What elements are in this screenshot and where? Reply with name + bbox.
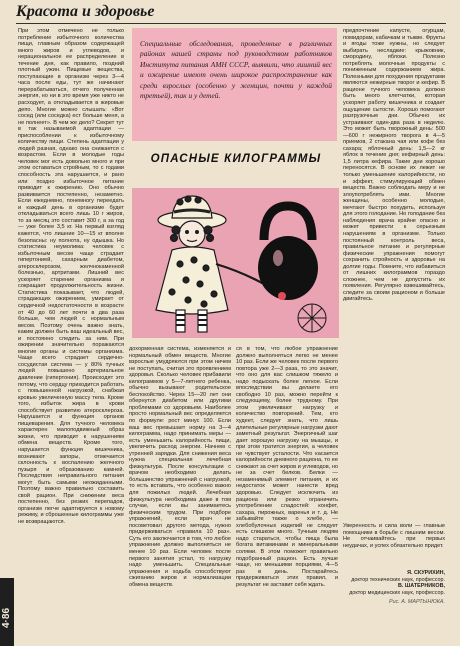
issue-code: 4·86 — [1, 607, 12, 628]
issue-tab — [0, 578, 14, 646]
article-column-2: дохорменная система, изменяется и нормальный обмен веществ. Многие взрослые умудряются при этом ничем не поступать, считая это проявлением здоровья. Сколько человек прибавили килограммов у 5—7-летнего ребенка, обычно вызывают родительское беспокойство. Через 15—20 лет они обернутся диабетом или другими проблемами со здоровьем. Наиболее просто нормальный вес определяется по формуле: рост минус 100. Если ваш вес превышает норму на 3—4 килограмма, надо принимать меры — есть уменьшить калорийность пищи, увеличить расход энергии. Начнем с утренней зарядки. Для снижения веса нужна специальная лечебная физкультура. После консультации с врачом необходимо делать большинство упражнений с нагрузкой, то есть вставать, что особенно важно для пожилых людей. Лечебная физкультура необходима даже в том случае, если вы занимаетесь физическим трудом. При подборе упражнений, если врач не посоветовал другого метода, нужно придерживаться «правила 10 раз». Суть его заключается в том, что любое упражнение должно выполняться не менее 10 раз. Если человек после первого занятия устал, то нагрузку надо уменьшить. Специальные упражнения и ходьба способствуют сжиганию жиров и нормализации обмена веществ. — [129, 346, 231, 588]
article-column-4-ending: Уверенность и сила воли — главные помощники в борьбе с лишним весом. Не отчаивайтесь при первых неудачах, и успех обязательно придет. — [343, 523, 445, 549]
rubric-header: Красота и здоровье — [16, 3, 155, 20]
article-column-3: ся в том, что любое упражнение должно выполняться легко не менее 10 раз. Если же человек после первого повтора уже 2—3 раза, то это значит, что оно для вас слишком тяжело и надо подыскать более легкое. Если впоследствии вы делаете его свободно 10 раз, можно перейти к следующему, более трудному. При этом увеличивают нагрузку и количество повторений. Тем, кто худеет, следует знать, что лишь длительные регулярные нагрузки дают заметный результат. Энергичный шаг дает хорошую нагрузку на мышцы, и при этом тратится энергия, а человек не чувствует усталости. Что касается калорийности дневного рациона, то ее снижают за счет жиров и углеводов, но не за счет белков. Белки — незаменимый элемент питания, и их недостаток может нанести вред здоровью. Следует исключить из рациона или резко ограничить употребление сладостей: конфет, сахара, пирожных, варенья и т. д. Не забывайте также о хлебе, — хлебобулочных изделий не следует есть слишком много. Тучным людям надо стараться, чтобы пища была богата витаминами и минеральными солями. В этом поможет правильно подобранный рацион. Есть лучше чаще, но меньшими порциями, 4—5 раз в день. Постарайтесь придерживаться этих правил, и результат не заставит себя ждать. — [236, 346, 338, 588]
rubric-divider — [16, 23, 446, 24]
article-title: ОПАСНЫЕ КИЛОГРАММЫ — [150, 153, 322, 165]
author-role: доктор технических наук, профессор. — [351, 576, 445, 583]
artist-credit: Рис. А. МАРТЫНЮКА. — [389, 599, 445, 606]
author-name: В. ШАТЕРНИКОВ, — [397, 583, 445, 590]
author-role: доктор медицинских наук, профессор. — [349, 589, 445, 596]
author-name: Я. СКУРИХИН, — [407, 570, 445, 576]
article-column-1: При этом отмечено не только потребление избыточного количества пищи, главным образом содержащей много жиров и углеводов, и нерациональное ее распределение в течение дня, как правило, поздний плотный ужин. Пищевые вещества, поступающие в организм через 3—4 часа после еды, тут же начинают перерабатываться, отчего полученная энергия, но ни в это время уже никто не расходует, а откладывается в жировые депо. Многие можно слышать: «Вот сосед (или соседка) ест больше меня, а не полнеет». В чем же дело? Секрет тут в так называемой адаптации — приспособлении к избыточному количеству пищи. Степень адаптации у людей разная, однако она снижается с возрастом. Если в молодые годы человек мог есть довольно много и при этом оставаться стройным, то с годами способность эта нарушается, и рано или поздно избыточное питание приводит к ожирению. Оно обычно развивается постепенно, незаметно. Если ежедневно, понемногу переедать и каждый день в организме будет откладываться всего лишь 10 г жиров, то за месяц это составит 300 г, а за год — уже более 3,5 кг. На первый взгляд кажется, что лишние 10—15 кг вполне безопасны: ну полнота, ну одышка. Но статистика неумолима: человек с избыточным весом чаще страдает гипертонией, сахарным диабетом, атеросклерозом, желчнокаменной болезнью, артритами. Лишний вес ускоряет старение организма и сокращает продолжительность жизни. Статистика показывает, что людей, страдающих ожирением, умирает от сердечной недостаточности в возрасте от 40 до 60 лет почти в два раза больше, чем людей с нормальным весом. Поэтому очень важно знать, каким должен быть ваш идеальный вес, и постоянно следить за ним. При ожирении значительно поражаются многие органы и системы организма. Чаще всего страдает сердечно-сосудистая система — у 80% тучных людей повышено артериальное давление (гипертония). Происходят это потому, что сердцу приходится работать с повышенной нагрузкой, снабжая кровью увеличенную массу тела. Кроме того, избыток жира в крови способствует развитию атеросклероза. Нарушается и функция органов пищеварения. Для тучного человека характерен малоподвижный образ жизни, что приводит к нарушениям обмена веществ. Кроме того, нарушается функция кишечника, возникают запоры, отмечается склонность к воспалению желчного пузыря и образованию камней. Последствия неправильного питания могут быть самыми неожиданными. Поэтому важно правильно составить свой рацион. При снижении веса постепенно, без резких перепадов, организм легче адаптируется к новому режиму, и сброшенные килограммы уже не возвращаются. — [18, 28, 124, 526]
illustration — [132, 188, 339, 338]
intro-text: Специальные обследования, проведенные в различных районах нашей страны под руководством работников Института питания АМН СССР, выявили, что лишний вес и ожирение имеют очень широкое распространение как среди взрослых (особенно у женщин, почти у каждой третьей), так и у детей. — [140, 39, 332, 101]
unicycle-wheel — [298, 304, 326, 332]
author-signatures — [343, 570, 445, 606]
article-column-4: предпочтение капусте, огурцам, помидорам, кабачкам и тыкве. Фрукты и ягоды тоже нужны, но следует выбирать несладкие: крыжовник, смородину, яблоки. Полезно потреблять молочные продукты с пониженным содержанием жира. Полезными для похудения продуктами являются нежирные творог и кефир. В рационе тучного человека должно быть много клетчатки, которая ускоряет работу кишечника и создает ощущение сытости. Хорошо помогают разгрузочные дни. Обычно их устраивают один-два раза в неделю. Это может быть творожный день: 500—600 г нежирного творога в 4—5 приемов, 2 стакана чая или кофе без сахара; яблочный день: 1,5—2 кг яблок в течение дня; кефирный день: 1,5 литра кефира. Такие дни хорошо переносятся. В основе их лежит не только уменьшение калорийности, но и эффект, стимулирующий обмен веществ. Важно соблюдать меру и не злоупотреблять ими. Многие женщины, особенно молодые, мечтают быстро похудеть, используя для этого голодание. Но голодание без наблюдения врача крайне опасно и может привести к серьезным нарушениям в организме. Только постоянный контроль веса, правильное питание и регулярные физические упражнения помогут сохранить стройность и здоровье на долгие годы. Помните, что избавиться от лишних килограммов гораздо сложнее, чем не допустить их появления. Регулярно взвешивайтесь, следите за своим рационом и больше двигайтесь. — [343, 28, 445, 303]
